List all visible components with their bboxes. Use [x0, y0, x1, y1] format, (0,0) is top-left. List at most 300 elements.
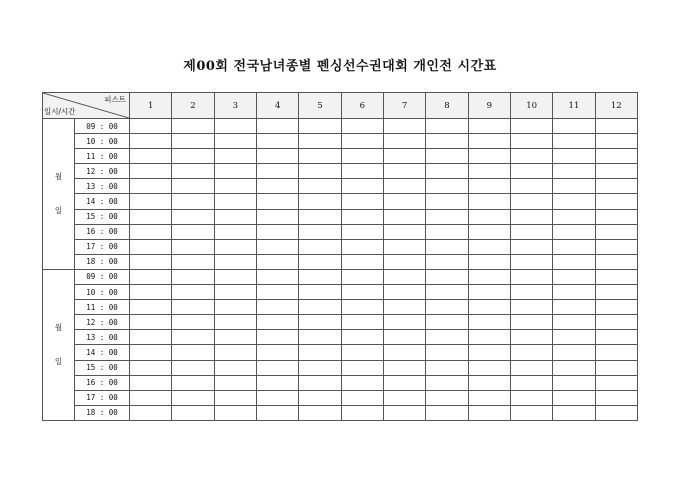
- schedule-cell: [172, 179, 214, 194]
- schedule-cell: [426, 285, 468, 300]
- schedule-cell: [553, 315, 595, 330]
- schedule-cell: [510, 285, 552, 300]
- schedule-cell: [468, 239, 510, 254]
- table-row: [43, 390, 638, 405]
- table-row: [43, 375, 638, 390]
- piste-header: 12: [595, 93, 637, 119]
- schedule-cell: [468, 119, 510, 134]
- day-label: 일: [54, 356, 63, 366]
- schedule-cell: [595, 375, 637, 390]
- schedule-cell: [256, 360, 298, 375]
- schedule-cell: [553, 149, 595, 164]
- schedule-cell: [341, 285, 383, 300]
- schedule-cell: [172, 269, 214, 284]
- schedule-cell: [214, 224, 256, 239]
- schedule-cell: [172, 224, 214, 239]
- schedule-cell: [130, 360, 172, 375]
- schedule-cell: [172, 405, 214, 420]
- schedule-cell: [510, 330, 552, 345]
- schedule-cell: [299, 330, 341, 345]
- schedule-cell: [426, 209, 468, 224]
- schedule-cell: [341, 315, 383, 330]
- schedule-cell: [426, 149, 468, 164]
- schedule-cell: [510, 300, 552, 315]
- schedule-cell: [595, 300, 637, 315]
- piste-header: 5: [299, 93, 341, 119]
- time-cell: 16 : 00: [75, 375, 130, 390]
- schedule-cell: [172, 149, 214, 164]
- time-cell: 10 : 00: [75, 134, 130, 149]
- schedule-cell: [510, 345, 552, 360]
- schedule-cell: [256, 134, 298, 149]
- piste-header: 7: [383, 93, 425, 119]
- schedule-cell: [299, 345, 341, 360]
- table-row: [43, 269, 638, 284]
- schedule-cell: [383, 179, 425, 194]
- schedule-cell: [595, 254, 637, 269]
- schedule-cell: [426, 345, 468, 360]
- schedule-cell: [256, 390, 298, 405]
- schedule-cell: [299, 405, 341, 420]
- schedule-cell: [299, 224, 341, 239]
- schedule-cell: [426, 239, 468, 254]
- schedule-cell: [299, 149, 341, 164]
- time-cell: 18 : 00: [75, 254, 130, 269]
- schedule-cell: [426, 179, 468, 194]
- table-row: [43, 315, 638, 330]
- schedule-cell: [299, 300, 341, 315]
- schedule-cell: [383, 164, 425, 179]
- schedule-table: [42, 92, 638, 421]
- day-label: 월: [54, 171, 63, 181]
- schedule-cell: [595, 360, 637, 375]
- schedule-cell: [553, 405, 595, 420]
- schedule-cell: [341, 179, 383, 194]
- schedule-cell: [595, 345, 637, 360]
- schedule-cell: [130, 224, 172, 239]
- schedule-cell: [468, 405, 510, 420]
- day-cell: [43, 119, 75, 270]
- schedule-cell: [130, 149, 172, 164]
- table-row: [43, 405, 638, 420]
- schedule-cell: [256, 285, 298, 300]
- schedule-cell: [468, 285, 510, 300]
- schedule-cell: [256, 300, 298, 315]
- schedule-cell: [383, 239, 425, 254]
- piste-header: 8: [426, 93, 468, 119]
- schedule-cell: [341, 345, 383, 360]
- table-row: [43, 119, 638, 134]
- schedule-cell: [256, 330, 298, 345]
- schedule-cell: [426, 254, 468, 269]
- schedule-cell: [553, 164, 595, 179]
- table-row: [43, 330, 638, 345]
- piste-header: 10: [510, 93, 552, 119]
- schedule-cell: [383, 390, 425, 405]
- schedule-cell: [510, 224, 552, 239]
- schedule-cell: [214, 149, 256, 164]
- schedule-cell: [426, 164, 468, 179]
- schedule-cell: [510, 375, 552, 390]
- schedule-cell: [172, 330, 214, 345]
- schedule-cell: [341, 194, 383, 209]
- schedule-cell: [256, 345, 298, 360]
- schedule-cell: [130, 315, 172, 330]
- table-row: [43, 194, 638, 209]
- schedule-cell: [383, 315, 425, 330]
- schedule-cell: [341, 149, 383, 164]
- schedule-cell: [130, 269, 172, 284]
- time-cell: 10 : 00: [75, 285, 130, 300]
- schedule-cell: [383, 375, 425, 390]
- schedule-cell: [468, 390, 510, 405]
- schedule-cell: [256, 405, 298, 420]
- schedule-cell: [341, 254, 383, 269]
- schedule-cell: [341, 209, 383, 224]
- schedule-cell: [595, 209, 637, 224]
- schedule-cell: [553, 119, 595, 134]
- schedule-cell: [256, 224, 298, 239]
- schedule-cell: [299, 375, 341, 390]
- schedule-cell: [256, 254, 298, 269]
- table-row: [43, 285, 638, 300]
- schedule-cell: [299, 269, 341, 284]
- schedule-cell: [214, 300, 256, 315]
- schedule-cell: [426, 134, 468, 149]
- schedule-cell: [383, 345, 425, 360]
- schedule-cell: [130, 345, 172, 360]
- schedule-cell: [299, 194, 341, 209]
- corner-label-datetime: 일시/시간: [44, 107, 76, 116]
- schedule-cell: [172, 254, 214, 269]
- schedule-cell: [553, 345, 595, 360]
- schedule-cell: [299, 119, 341, 134]
- time-cell: 15 : 00: [75, 360, 130, 375]
- schedule-cell: [595, 239, 637, 254]
- page-title: 제00회 전국남녀종별 펜싱선수권대회 개인전 시간표: [183, 59, 497, 74]
- table-row: [43, 239, 638, 254]
- schedule-cell: [214, 164, 256, 179]
- schedule-cell: [426, 330, 468, 345]
- schedule-cell: [383, 254, 425, 269]
- schedule-cell: [299, 390, 341, 405]
- schedule-cell: [426, 224, 468, 239]
- time-cell: 15 : 00: [75, 209, 130, 224]
- schedule-cell: [426, 390, 468, 405]
- day-cell: [43, 269, 75, 420]
- piste-header: 11: [553, 93, 595, 119]
- schedule-cell: [553, 239, 595, 254]
- table-row: [43, 164, 638, 179]
- schedule-cell: [510, 119, 552, 134]
- time-cell: 14 : 00: [75, 194, 130, 209]
- schedule-cell: [172, 209, 214, 224]
- schedule-cell: [595, 330, 637, 345]
- piste-header: 4: [256, 93, 298, 119]
- schedule-cell: [468, 179, 510, 194]
- schedule-cell: [553, 134, 595, 149]
- schedule-cell: [214, 269, 256, 284]
- schedule-cell: [214, 315, 256, 330]
- schedule-cell: [130, 405, 172, 420]
- schedule-cell: [130, 254, 172, 269]
- schedule-cell: [595, 194, 637, 209]
- schedule-cell: [130, 179, 172, 194]
- schedule-cell: [341, 360, 383, 375]
- schedule-cell: [299, 239, 341, 254]
- schedule-cell: [595, 164, 637, 179]
- schedule-cell: [595, 224, 637, 239]
- schedule-cell: [383, 300, 425, 315]
- schedule-cell: [426, 375, 468, 390]
- schedule-cell: [256, 119, 298, 134]
- schedule-cell: [553, 360, 595, 375]
- schedule-cell: [553, 179, 595, 194]
- schedule-cell: [256, 315, 298, 330]
- schedule-cell: [299, 164, 341, 179]
- schedule-cell: [172, 285, 214, 300]
- schedule-cell: [299, 209, 341, 224]
- schedule-cell: [256, 179, 298, 194]
- schedule-cell: [595, 119, 637, 134]
- schedule-cell: [341, 134, 383, 149]
- schedule-cell: [341, 300, 383, 315]
- schedule-cell: [130, 194, 172, 209]
- schedule-cell: [383, 149, 425, 164]
- schedule-cell: [510, 179, 552, 194]
- schedule-cell: [510, 239, 552, 254]
- time-cell: 11 : 00: [75, 300, 130, 315]
- time-cell: 17 : 00: [75, 390, 130, 405]
- schedule-cell: [553, 254, 595, 269]
- schedule-cell: [468, 254, 510, 269]
- schedule-cell: [553, 375, 595, 390]
- schedule-cell: [214, 134, 256, 149]
- schedule-cell: [383, 209, 425, 224]
- schedule-cell: [595, 149, 637, 164]
- schedule-cell: [383, 119, 425, 134]
- schedule-cell: [130, 300, 172, 315]
- table-row: [43, 345, 638, 360]
- schedule-cell: [510, 149, 552, 164]
- schedule-cell: [214, 285, 256, 300]
- schedule-cell: [299, 179, 341, 194]
- schedule-cell: [341, 269, 383, 284]
- time-cell: 14 : 00: [75, 345, 130, 360]
- schedule-cell: [468, 194, 510, 209]
- schedule-cell: [553, 194, 595, 209]
- schedule-cell: [426, 194, 468, 209]
- schedule-cell: [468, 224, 510, 239]
- schedule-cell: [172, 134, 214, 149]
- schedule-cell: [256, 209, 298, 224]
- schedule-cell: [553, 209, 595, 224]
- schedule-cell: [256, 375, 298, 390]
- schedule-cell: [172, 194, 214, 209]
- schedule-cell: [341, 164, 383, 179]
- schedule-cell: [214, 390, 256, 405]
- piste-header: 2: [172, 93, 214, 119]
- schedule-cell: [172, 375, 214, 390]
- schedule-cell: [510, 254, 552, 269]
- schedule-cell: [214, 375, 256, 390]
- schedule-cell: [595, 269, 637, 284]
- time-cell: 18 : 00: [75, 405, 130, 420]
- schedule-cell: [426, 119, 468, 134]
- schedule-cell: [553, 224, 595, 239]
- table-row: [43, 224, 638, 239]
- schedule-cell: [510, 209, 552, 224]
- table-row: [43, 149, 638, 164]
- day-label: 일: [54, 205, 63, 215]
- table-row: [43, 134, 638, 149]
- schedule-cell: [256, 149, 298, 164]
- schedule-cell: [468, 149, 510, 164]
- schedule-cell: [595, 179, 637, 194]
- schedule-cell: [172, 164, 214, 179]
- schedule-cell: [130, 119, 172, 134]
- schedule-cell: [383, 194, 425, 209]
- schedule-cell: [468, 300, 510, 315]
- schedule-cell: [256, 164, 298, 179]
- time-cell: 13 : 00: [75, 179, 130, 194]
- schedule-cell: [256, 194, 298, 209]
- schedule-cell: [214, 360, 256, 375]
- schedule-cell: [172, 300, 214, 315]
- schedule-cell: [510, 360, 552, 375]
- schedule-body: [43, 119, 638, 421]
- schedule-cell: [383, 269, 425, 284]
- schedule-cell: [383, 134, 425, 149]
- schedule-cell: [299, 254, 341, 269]
- schedule-cell: [510, 134, 552, 149]
- schedule-cell: [383, 330, 425, 345]
- table-row: [43, 209, 638, 224]
- schedule-cell: [214, 345, 256, 360]
- schedule-cell: [426, 360, 468, 375]
- schedule-cell: [299, 285, 341, 300]
- schedule-cell: [510, 315, 552, 330]
- schedule-cell: [510, 405, 552, 420]
- schedule-cell: [256, 239, 298, 254]
- schedule-cell: [426, 300, 468, 315]
- schedule-cell: [510, 269, 552, 284]
- schedule-cell: [510, 194, 552, 209]
- schedule-cell: [130, 209, 172, 224]
- time-cell: 12 : 00: [75, 164, 130, 179]
- schedule-cell: [595, 315, 637, 330]
- time-cell: 09 : 00: [75, 119, 130, 134]
- schedule-cell: [214, 179, 256, 194]
- schedule-cell: [172, 239, 214, 254]
- schedule-cell: [383, 405, 425, 420]
- schedule-cell: [130, 164, 172, 179]
- header-row: [43, 93, 638, 119]
- schedule-cell: [341, 405, 383, 420]
- table-row: [43, 179, 638, 194]
- schedule-cell: [214, 239, 256, 254]
- schedule-cell: [130, 285, 172, 300]
- schedule-cell: [214, 254, 256, 269]
- schedule-cell: [341, 239, 383, 254]
- schedule-cell: [130, 375, 172, 390]
- schedule-cell: [341, 390, 383, 405]
- schedule-cell: [468, 134, 510, 149]
- time-cell: 13 : 00: [75, 330, 130, 345]
- time-cell: 17 : 00: [75, 239, 130, 254]
- schedule-cell: [299, 360, 341, 375]
- time-cell: 12 : 00: [75, 315, 130, 330]
- schedule-cell: [595, 405, 637, 420]
- time-cell: 16 : 00: [75, 224, 130, 239]
- schedule-cell: [426, 269, 468, 284]
- schedule-cell: [172, 119, 214, 134]
- schedule-cell: [510, 164, 552, 179]
- day-label: 월: [54, 322, 63, 332]
- time-cell: 11 : 00: [75, 149, 130, 164]
- schedule-cell: [341, 119, 383, 134]
- schedule-cell: [468, 375, 510, 390]
- schedule-cell: [595, 285, 637, 300]
- schedule-cell: [553, 330, 595, 345]
- table-row: [43, 300, 638, 315]
- schedule-cell: [510, 390, 552, 405]
- schedule-cell: [468, 330, 510, 345]
- schedule-cell: [595, 390, 637, 405]
- schedule-cell: [256, 269, 298, 284]
- time-cell: 09 : 00: [75, 269, 130, 284]
- schedule-cell: [172, 345, 214, 360]
- corner-label-piste: 피스트: [104, 95, 126, 104]
- schedule-cell: [553, 300, 595, 315]
- schedule-cell: [468, 209, 510, 224]
- piste-header: 9: [468, 93, 510, 119]
- schedule-cell: [341, 330, 383, 345]
- schedule-cell: [553, 390, 595, 405]
- schedule-cell: [468, 315, 510, 330]
- schedule-cell: [172, 360, 214, 375]
- schedule-cell: [299, 315, 341, 330]
- schedule-cell: [172, 315, 214, 330]
- schedule-cell: [383, 285, 425, 300]
- schedule-cell: [341, 375, 383, 390]
- schedule-cell: [553, 269, 595, 284]
- schedule-cell: [214, 119, 256, 134]
- table-row: [43, 254, 638, 269]
- table-row: [43, 360, 638, 375]
- piste-header: 1: [130, 93, 172, 119]
- piste-header: 3: [214, 93, 256, 119]
- schedule-cell: [426, 315, 468, 330]
- schedule-cell: [383, 360, 425, 375]
- schedule-cell: [553, 285, 595, 300]
- schedule-cell: [383, 224, 425, 239]
- schedule-cell: [172, 390, 214, 405]
- schedule-cell: [468, 360, 510, 375]
- schedule-cell: [130, 390, 172, 405]
- schedule-cell: [299, 134, 341, 149]
- schedule-cell: [595, 134, 637, 149]
- schedule-cell: [214, 209, 256, 224]
- piste-header: 6: [341, 93, 383, 119]
- schedule-cell: [468, 164, 510, 179]
- corner-cell: [43, 93, 130, 119]
- schedule-cell: [426, 405, 468, 420]
- schedule-cell: [468, 345, 510, 360]
- schedule-cell: [130, 330, 172, 345]
- schedule-cell: [130, 239, 172, 254]
- schedule-cell: [214, 405, 256, 420]
